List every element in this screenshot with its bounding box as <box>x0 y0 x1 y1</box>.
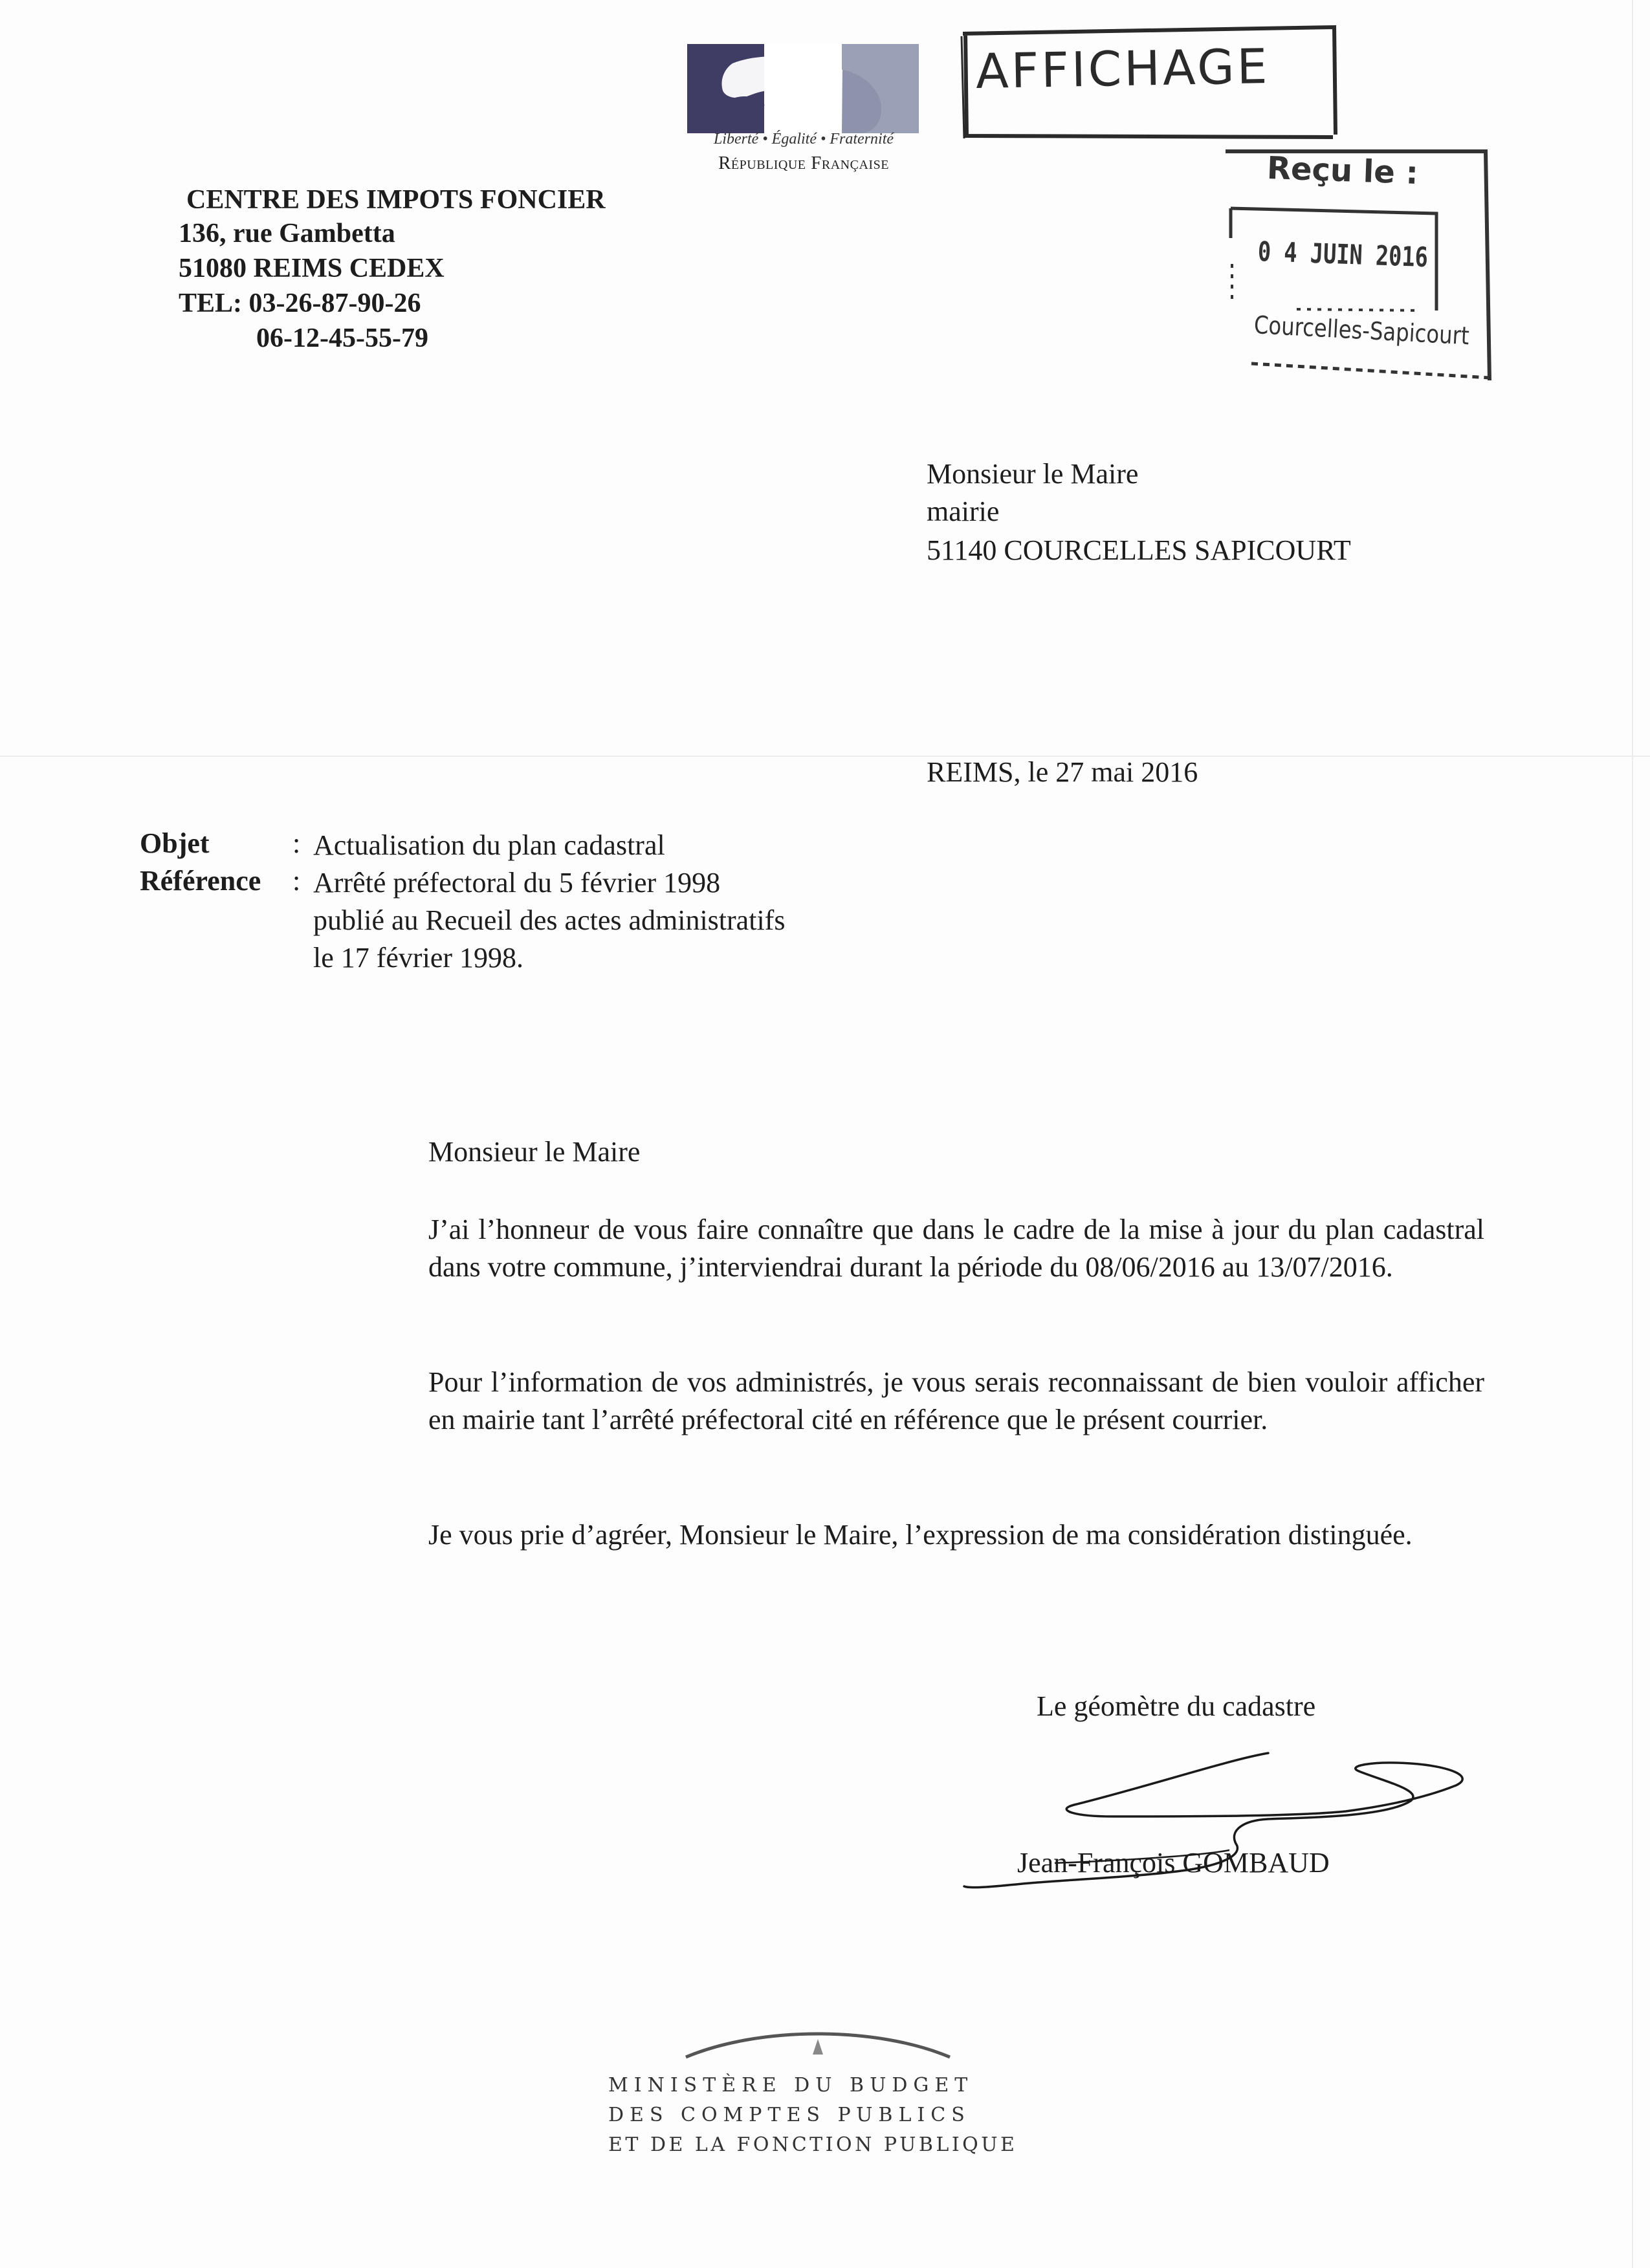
objet-colon: : <box>292 827 301 859</box>
sender-name: CENTRE DES IMPOTS FONCIER <box>186 185 606 215</box>
objet-value: Actualisation du plan cadastral <box>313 829 665 861</box>
reference-label: Référence <box>140 865 261 897</box>
signatory-name: Jean-François GOMBAUD <box>1017 1847 1330 1879</box>
recu-stamp-date: 0 4 JUIN 2016 <box>1257 235 1429 274</box>
reference-line-3: le 17 février 1998. <box>313 942 523 974</box>
ministry-line-1: MINISTÈRE DU BUDGET <box>608 2074 974 2097</box>
sender-city: 51080 REIMS CEDEX <box>179 254 445 283</box>
letter-date: REIMS, le 27 mai 2016 <box>927 756 1198 788</box>
recipient-name: Monsieur le Maire <box>927 458 1139 490</box>
recipient-city: 51140 COURCELLES SAPICOURT <box>927 534 1351 566</box>
salutation: Monsieur le Maire <box>428 1136 641 1168</box>
sender-phone-2: 06-12-45-55-79 <box>256 323 428 353</box>
recu-stamp-label: Reçu le : <box>1266 149 1419 192</box>
affichage-stamp-text: AFFICHAGE <box>975 39 1271 100</box>
body-paragraph-3: Je vous prie d’agréer, Monsieur le Maire, l’expression de ma considération distinguée. <box>428 1519 1413 1551</box>
logo-republique: République Française <box>718 153 889 173</box>
body-paragraph-2: Pour l’information de vos administrés, je vous serais reconnaissant de bien vouloir afficher en mairie tant l’arrêté préfectoral cité en référence que le présent courrier. <box>428 1366 1484 1435</box>
sender-phone: TEL: 03-26-87-90-26 <box>179 289 421 318</box>
reference-line-1: Arrêté préfectoral du 5 février 1998 <box>313 867 721 899</box>
body-paragraph-1: J’ai l’honneur de vous faire connaître que dans le cadre de la mise à jour du plan cadastral dans votre commune, j’interviendrai durant la période du 08/06/2016 au 13/07/2016. <box>428 1214 1484 1283</box>
paper-fold-line <box>0 756 1650 757</box>
reference-colon: : <box>292 865 301 897</box>
reference-line-2: publié au Recueil des actes administratifs <box>313 904 786 936</box>
ministry-line-2: DES COMPTES PUBLICS <box>608 2104 971 2126</box>
sender-street: 136, rue Gambetta <box>179 219 395 248</box>
ministry-emblem <box>682 2023 954 2070</box>
signatory-title: Le géomètre du cadastre <box>1037 1690 1316 1722</box>
handwritten-signature <box>958 1734 1475 1902</box>
logo-motto: Liberté • Égalité • Fraternité <box>713 131 894 147</box>
paper-edge <box>1632 0 1633 2268</box>
recu-stamp-place: Courcelles-Sapicourt <box>1253 311 1470 351</box>
recipient-org: mairie <box>927 496 1000 527</box>
marianne-logo <box>687 44 919 133</box>
objet-label: Objet <box>140 827 210 859</box>
ministry-line-3: ET DE LA FONCTION PUBLIQUE <box>608 2133 1018 2156</box>
